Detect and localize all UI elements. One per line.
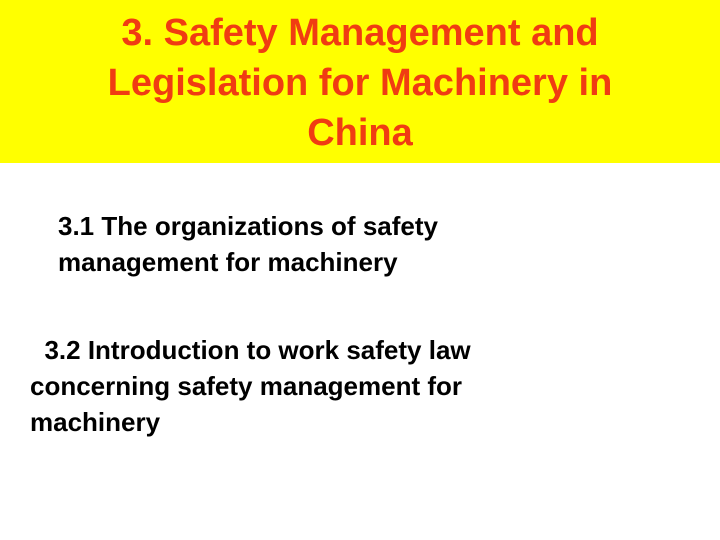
slide-title-line-3: China xyxy=(307,112,413,154)
slide-title xyxy=(0,8,720,158)
slide-title-line-2: Legislation for Machinery in xyxy=(107,62,613,104)
bullet-3-1-line-1: 3.1 The organizations of safety xyxy=(58,211,438,241)
bullet-3-2-line-2: concerning safety management for xyxy=(30,371,462,401)
bullet-3-1 xyxy=(58,208,678,280)
bullet-3-2-line-3: machinery xyxy=(30,407,161,437)
title-banner xyxy=(0,0,720,163)
bullet-3-1-line-2: management for machinery xyxy=(58,247,398,277)
slide-title-line-1: 3. Safety Management and xyxy=(121,12,599,54)
bullet-3-2 xyxy=(30,332,670,440)
bullet-3-2-line-1: 3.2 Introduction to work safety law xyxy=(30,335,471,365)
